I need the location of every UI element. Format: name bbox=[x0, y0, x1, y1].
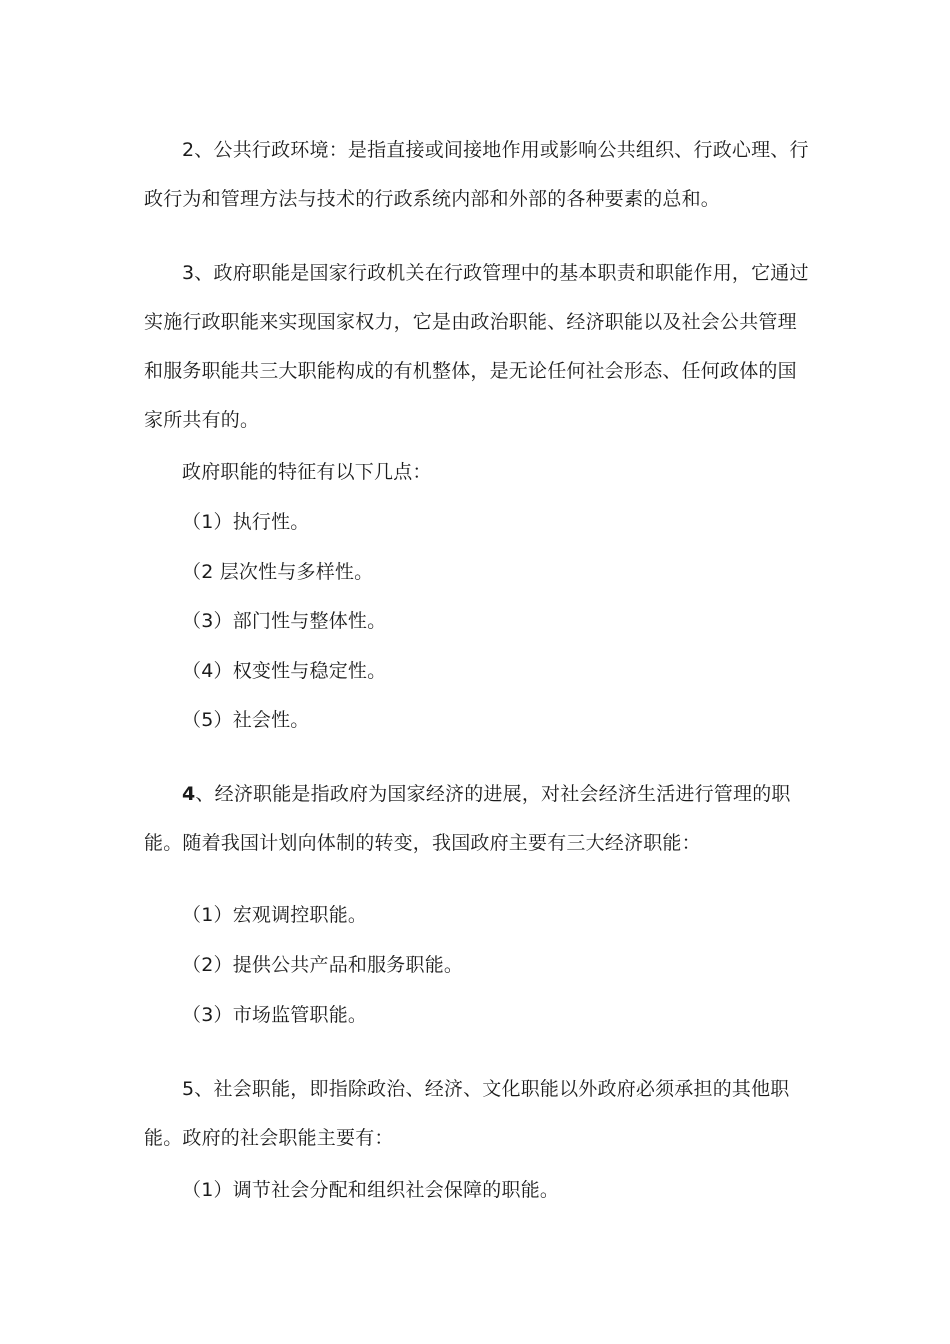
feature-item-5: （5）社会性。 bbox=[182, 709, 310, 731]
feature-item-3: （3）部门性与整体性。 bbox=[182, 610, 387, 632]
economic-item-2: （2）提供公共产品和服务职能。 bbox=[182, 954, 464, 976]
economic-item-3: （3）市场监管职能。 bbox=[182, 1004, 368, 1026]
paragraph-economic-functions bbox=[144, 770, 812, 868]
features-intro: 政府职能的特征有以下几点： bbox=[182, 461, 432, 483]
economic-item-1: （1）宏观调控职能。 bbox=[182, 904, 368, 926]
paragraph-public-admin-environment: 2、公共行政环境：是指直接或间接地作用或影响公共组织、行政心理、行政行为和管理方法与技术的行政系统内部和外部的各种要素的总和。 bbox=[144, 139, 809, 210]
paragraph-economic-text: 、经济职能是指政府为国家经济的进展，对社会经济生活进行管理的职能。随着我国计划向体制的转变，我国政府主要有三大经济职能： bbox=[144, 783, 791, 854]
paragraph-social-functions: 5、社会职能，即指除政治、经济、文化职能以外政府必须承担的其他职能。政府的社会职能主要有： bbox=[144, 1078, 790, 1149]
feature-item-2: （2 层次性与多样性。 bbox=[182, 561, 374, 583]
feature-item-1: （1）执行性。 bbox=[182, 511, 310, 533]
feature-item-4: （4）权变性与稳定性。 bbox=[182, 660, 387, 682]
paragraph-government-functions: 3、政府职能是国家行政机关在行政管理中的基本职责和职能作用，它通过实施行政职能来实现国家权力，它是由政治职能、经济职能以及社会公共管理和服务职能共三大职能构成的有机整体，是无论任何社会形态、任何政体的国家所共有的。 bbox=[144, 262, 809, 431]
paragraph-number: 4 bbox=[182, 783, 196, 805]
social-item-1: （1）调节社会分配和组织社会保障的职能。 bbox=[182, 1179, 560, 1201]
